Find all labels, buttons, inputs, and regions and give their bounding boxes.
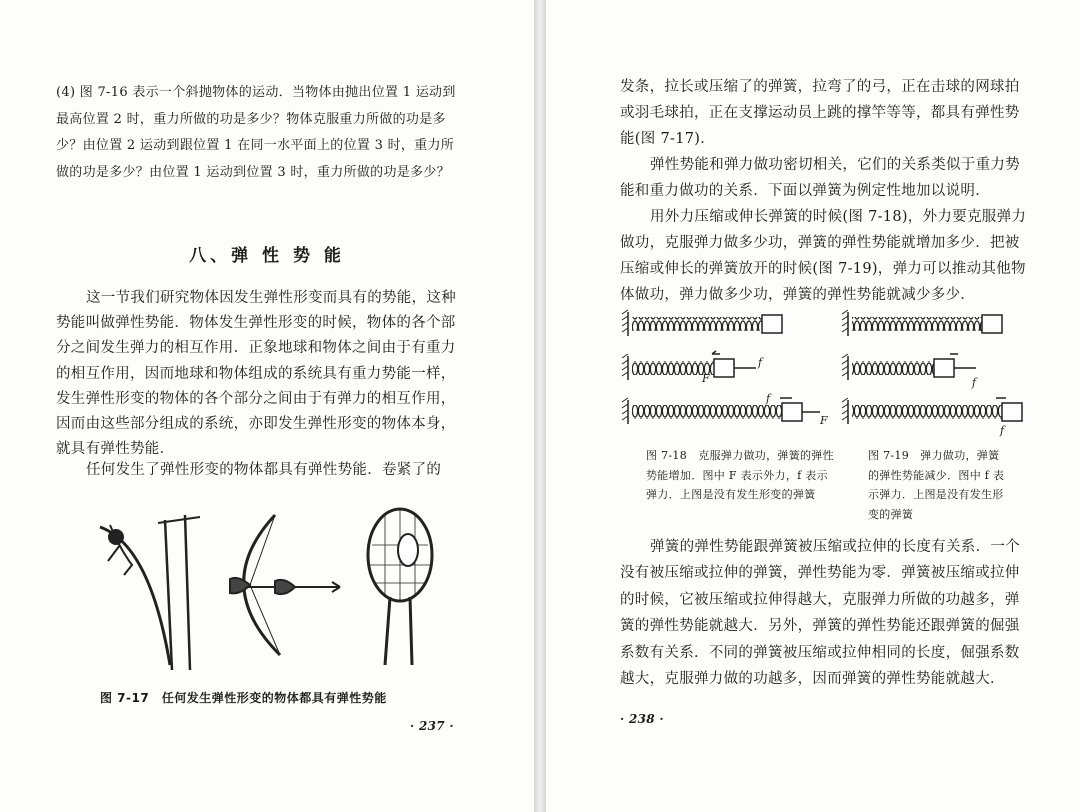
right-paragraph-2: 弹性势能和弹力做功密切相关，它们的关系类似于重力势能和重力做功的关系．下面以弹簧为例定性地加以说明． bbox=[620, 157, 1020, 199]
exercise-problem-4: (4) 图 7-16 表示一个斜抛物体的运动．当物体由抛出位置 1 运动到最高位置 2 时，重力所做的功是多少？物体克服重力所做的功是多少？由位置 2 运动到跟位置 1 在同一水平面上的位置 3 时，重力所做的功是多少？由位置 1 运动到位置 3 时，重力所做的功是多少？ bbox=[56, 85, 456, 180]
force-label-f-4: f bbox=[1000, 424, 1005, 437]
page-number-right: · 238 · bbox=[620, 712, 664, 726]
fig18-spring-stretched bbox=[622, 398, 820, 424]
figure-7-18-caption: 图 7-18 克服弹力做功，弹簧的弹性势能增加．图中 F 表示外力，f 表示弹力．上图是没有发生形变的弹簧 bbox=[646, 449, 834, 501]
high-jump-stand-1 bbox=[165, 515, 190, 670]
right-paragraph-1: 发条，拉长或压缩了的弹簧，拉弯了的弓，正在击球的网球拍或羽毛球拍，正在支撑运动员上跳的撑竿等等，都具有弹性势能(图 7-17)． bbox=[620, 79, 1020, 147]
fig19-spring-stretched bbox=[842, 398, 1022, 424]
left-page bbox=[0, 0, 534, 812]
force-label-f-2: f bbox=[766, 392, 771, 405]
force-label-F-1: F bbox=[702, 372, 710, 385]
figure-7-19-caption: 图 7-19 弹力做功，弹簧的弹性势能减少．图中 f 表示弹力．上图是没有发生形变的弹簧 bbox=[868, 449, 1005, 521]
fig19-spring-compressed bbox=[842, 354, 976, 380]
force-label-f-3: f bbox=[972, 376, 977, 389]
book-gutter bbox=[534, 0, 546, 812]
force-label-f-1: f bbox=[758, 356, 763, 369]
fig19-spring-rest bbox=[842, 310, 1002, 336]
left-paragraph-2: 任何发生了弹性形变的物体都具有弹性势能．卷紧了的 bbox=[86, 462, 442, 478]
force-label-F-2: F bbox=[820, 414, 828, 427]
vaulting-pole bbox=[100, 527, 170, 665]
section-title: 八、弹 性 势 能 bbox=[189, 246, 345, 266]
fig18-spring-compressed bbox=[622, 351, 756, 380]
right-paragraph-3: 用外力压缩或伸长弹簧的时候(图 7-18)，外力要克服弹力做功，克服弹力做多少功，弹簧的弹性势能就增加多少．把被压缩或伸长的弹簧放开的时候(图 7-19)，弹力可以推动其他物体做功，弹力做多少功，弹簧的弹性势能就减少多少． bbox=[620, 209, 1027, 303]
figure-7-18-7-19-springs bbox=[620, 306, 1030, 438]
page-number-left: · 237 · bbox=[410, 719, 454, 733]
figure-7-17-caption: 图 7-17 任何发生弹性形变的物体都具有弹性势能 bbox=[100, 691, 387, 705]
left-paragraph-1: 这一节我们研究物体因发生弹性形变而具有的势能，这种势能叫做弹性势能．物体发生弹性形变的时候，物体的各个部分之间发生弹力的相互作用．正象地球和物体之间由于有重力的相互作用，因而地球和物体组成的系统具有重力势能一样，发生弹性形变的物体的各个部分之间由于有弹力的相互作用，因而由这些部分组成的系统，亦即发生弹性形变的物体本身，就具有弹性势能． bbox=[56, 290, 456, 458]
fig18-spring-rest bbox=[622, 310, 782, 336]
figure-7-17-illustration bbox=[90, 505, 450, 675]
right-paragraph-4: 弹簧的弹性势能跟弹簧被压缩或拉伸的长度有关系．一个没有被压缩或拉伸的弹簧，弹性势能为零．弹簧被压缩或拉伸的时候，它被压缩或拉伸得越大，克服弹力所做的功越多，弹簧的弹性势能就越大．另外，弹簧的弹性势能还跟弹簧的倔强系数有关系．不同的弹簧被压缩或拉伸相同的长度，倔强系数越大，克服弹力做的功越多，因而弹簧的弹性势能就越大． bbox=[620, 539, 1020, 688]
